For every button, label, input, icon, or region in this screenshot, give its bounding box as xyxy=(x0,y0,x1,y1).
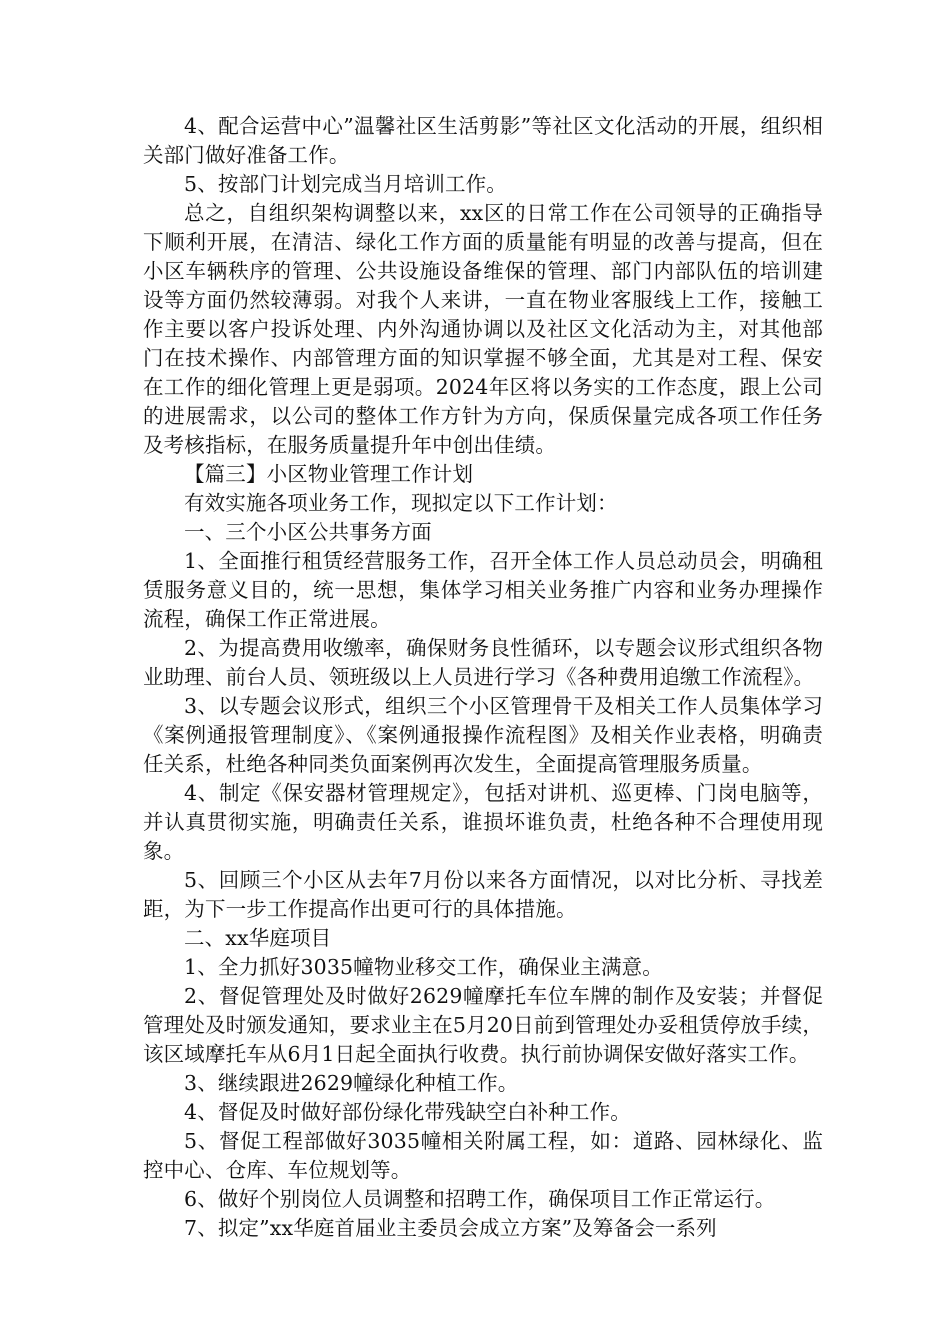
paragraph: 5、督促工程部做好3035幢相关附属工程，如：道路、园林绿化、监控中心、仓库、车位规划等。 xyxy=(143,1129,823,1182)
paragraph: 3、继续跟进2629幢绿化种植工作。 xyxy=(184,1071,519,1095)
paragraph: 有效实施各项业务工作，现拟定以下工作计划： xyxy=(184,491,618,515)
paragraph: 1、全力抓好3035幢物业移交工作，确保业主满意。 xyxy=(184,955,663,979)
subsection-heading: 二、xx华庭项目 xyxy=(184,926,332,950)
section-heading: 【篇三】小区物业管理工作计划 xyxy=(184,462,474,486)
subsection-heading: 一、三个小区公共事务方面 xyxy=(184,520,432,544)
paragraph: 4、督促及时做好部份绿化带残缺空白补种工作。 xyxy=(184,1100,631,1124)
document-body xyxy=(143,112,823,1243)
paragraph: 2、为提高费用收缴率，确保财务良性循环，以专题会议形式组织各物业助理、前台人员、领班级以上人员进行学习《各种费用追缴工作流程》。 xyxy=(143,636,823,689)
paragraph: 3、以专题会议形式，组织三个小区管理骨干及相关工作人员集体学习《案例通报管理制度》、《案例通报操作流程图》及相关作业表格，明确责任关系，杜绝各种同类负面案例再次发生，全面提高管理服务质量。 xyxy=(143,694,823,776)
paragraph: 2、督促管理处及时做好2629幢摩托车位车牌的制作及安装；并督促管理处及时颁发通知，要求业主在5月20日前到管理处办妥租赁停放手续，该区域摩托车从6月1日起全面执行收费。执行前协调保安做好落实工作。 xyxy=(143,984,823,1066)
paragraph: 6、做好个别岗位人员调整和招聘工作，确保项目工作正常运行。 xyxy=(184,1187,776,1211)
paragraph: 总之，自组织架构调整以来，xx区的日常工作在公司领导的正确指导下顺利开展，在清洁、绿化工作方面的质量能有明显的改善与提高，但在小区车辆秩序的管理、公共设施设备维保的管理、部门内部队伍的培训建设等方面仍然较薄弱。对我个人来讲，一直在物业客服线上工作，接触工作主要以客户投诉处理、内外沟通协调以及社区文化活动为主，对其他部门在技术操作、内部管理方面的知识掌握不够全面，尤其是对工程、保安在工作的细化管理上更是弱项。2024年区将以务实的工作态度，跟上公司的进展需求，以公司的整体工作方针为方向，保质保量完成各项工作任务及考核指标，在服务质量提升年中创出佳绩。 xyxy=(143,201,823,457)
paragraph: 5、按部门计划完成当月培训工作。 xyxy=(184,172,507,196)
paragraph: 7、拟定”xx华庭首届业主委员会成立方案”及筹备会一系列 xyxy=(184,1216,717,1240)
paragraph: 5、回顾三个小区从去年7月份以来各方面情况，以对比分析、寻找差距，为下一步工作提高作出更可行的具体措施。 xyxy=(143,868,823,921)
paragraph: 1、全面推行租赁经营服务工作，召开全体工作人员总动员会，明确租赁服务意义目的，统一思想，集体学习相关业务推广内容和业务办理操作流程，确保工作正常进展。 xyxy=(143,549,823,631)
paragraph: 4、制定《保安器材管理规定》，包括对讲机、巡更棒、门岗电脑等，并认真贯彻实施，明确责任关系，谁损坏谁负责，杜绝各种不合理使用现象。 xyxy=(143,781,823,863)
paragraph: 4、配合运营中心”温馨社区生活剪影”等社区文化活动的开展，组织相关部门做好准备工作。 xyxy=(143,114,823,167)
